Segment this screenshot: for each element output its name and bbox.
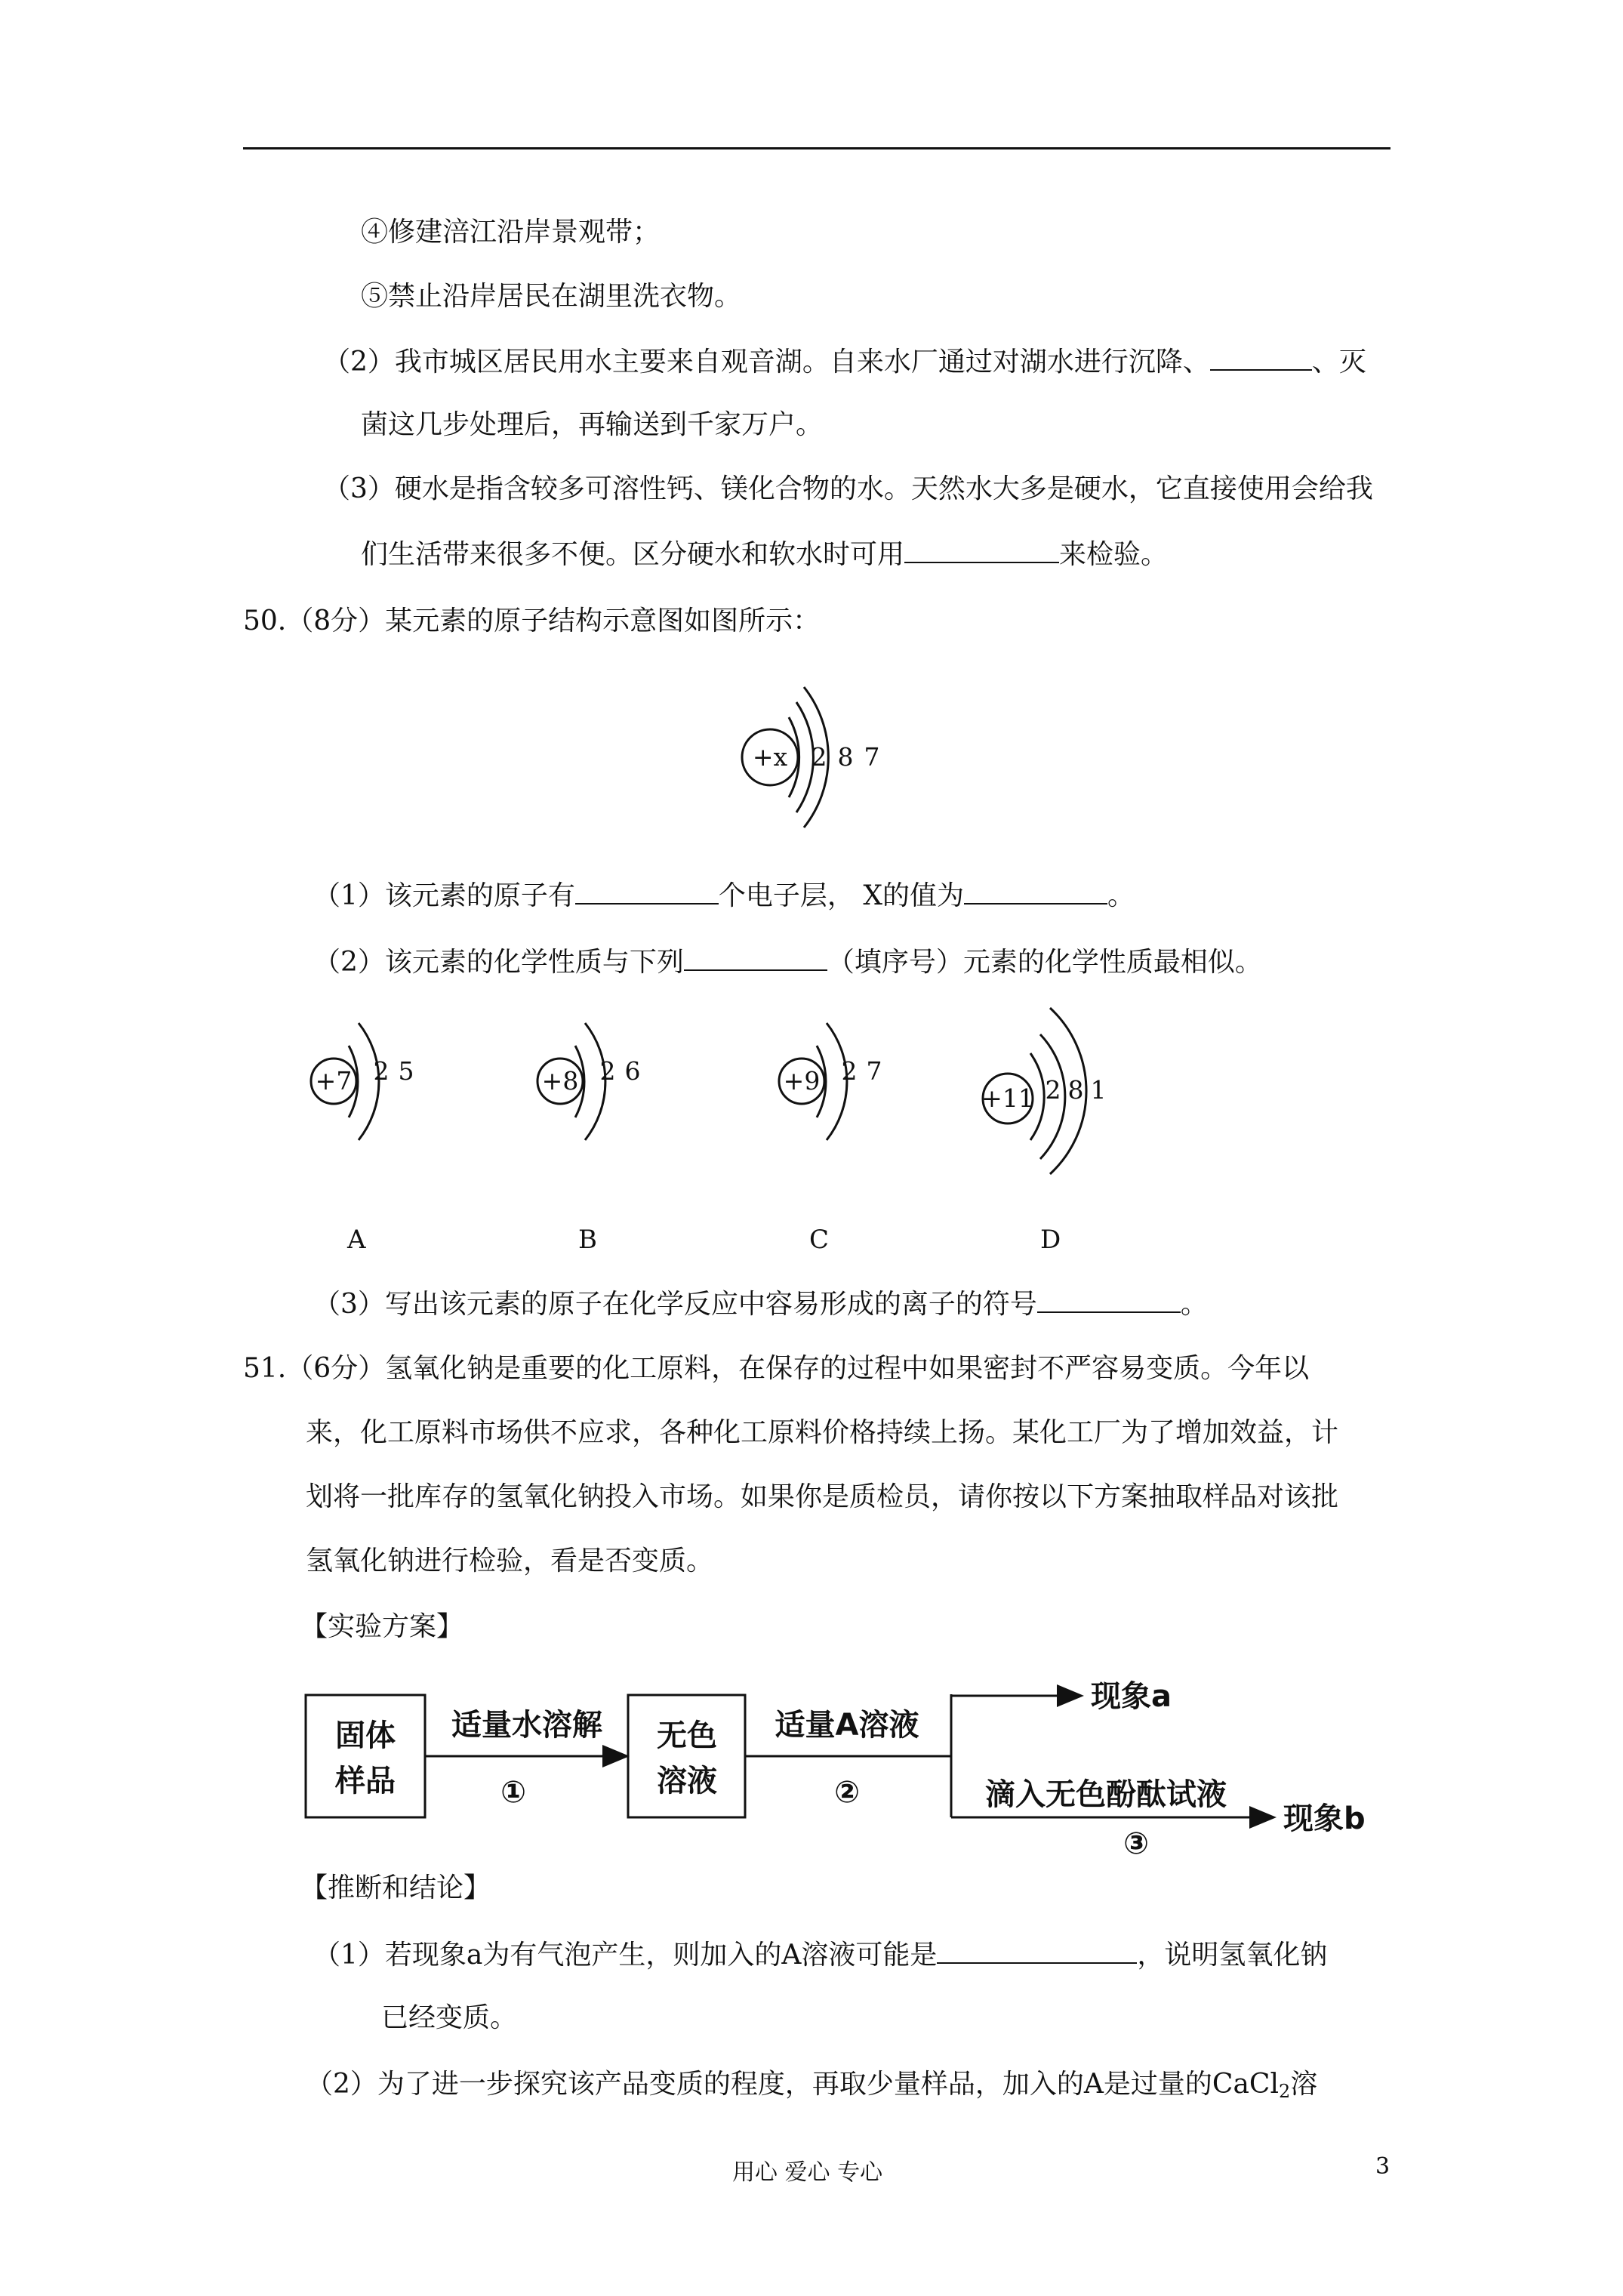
text-line: 划将一批库存的氢氧化钠投入市场。如果你是质检员，请你按以下方案抽取样品对该批 xyxy=(306,1481,1339,1512)
option-label-b: B xyxy=(578,1225,597,1255)
question-50-1 xyxy=(313,877,1135,914)
option-label-d: D xyxy=(1040,1225,1061,1255)
text: 们生活带来很多不便。区分硬水和软水时可用 xyxy=(361,539,905,570)
step-label: 适量A溶液 xyxy=(775,1708,919,1743)
step-label: 滴入无色酚酞试液 xyxy=(985,1777,1227,1812)
shell-electrons: 8 xyxy=(837,742,854,772)
text: （1）若现象a为有气泡产生，则加入的A溶液可能是 xyxy=(313,1940,938,1971)
atom-diagram-c xyxy=(770,1004,921,1155)
question-50-3 xyxy=(313,1286,1208,1322)
text: ，说明氢氧化钠 xyxy=(1137,1940,1328,1971)
colorless-solution-box xyxy=(628,1695,745,1817)
result-b: 现象b xyxy=(1283,1801,1366,1836)
atom-diagram-d xyxy=(974,1000,1140,1166)
header-rule xyxy=(243,147,1390,149)
nucleus-charge: +7 xyxy=(315,1066,353,1096)
shell-electrons: 2 xyxy=(599,1056,616,1086)
text: （2）为了进一步探究该产品变质的程度，再取少量样品，加入的A是过量的CaCl xyxy=(306,2069,1279,2100)
answer-blank[interactable] xyxy=(1210,344,1312,371)
shell-electrons: 8 xyxy=(1067,1075,1084,1105)
option-label-c: C xyxy=(809,1225,830,1255)
question-50-2 xyxy=(313,944,1262,980)
text: 个电子层， X的值为 xyxy=(718,880,964,911)
shell-electrons: 2 xyxy=(1045,1075,1061,1105)
text: （2）我市城区居民用水主要来自观音湖。自来水厂通过对湖水进行沉降、 xyxy=(323,347,1210,378)
shell-electrons: 2 xyxy=(841,1056,858,1086)
shell-electrons: 7 xyxy=(864,742,880,772)
section-heading: 【实验方案】 xyxy=(300,1611,464,1642)
shell-electrons: 2 xyxy=(811,742,827,772)
answer-blank[interactable] xyxy=(937,1937,1137,1964)
box-text: 无色 xyxy=(657,1718,717,1753)
text-line: 已经变质。 xyxy=(381,2002,518,2033)
nucleus-charge: +9 xyxy=(783,1066,821,1096)
experiment-flowchart xyxy=(302,1669,1397,1865)
answer-blank[interactable] xyxy=(684,944,827,971)
option-label-a: A xyxy=(347,1225,366,1255)
shell-electrons: 1 xyxy=(1090,1075,1107,1105)
conclusion-2 xyxy=(306,2067,1317,2109)
result-a: 现象a xyxy=(1091,1679,1172,1714)
atom-diagram-a xyxy=(302,1004,453,1155)
shell-electrons: 6 xyxy=(624,1056,641,1086)
text: （3）写出该元素的原子在化学反应中容易形成的离子的符号 xyxy=(313,1289,1037,1320)
subscript: 2 xyxy=(1278,2081,1291,2102)
atom-diagram-b xyxy=(528,1004,679,1155)
nucleus-charge: +x xyxy=(752,742,788,772)
conclusion-1 xyxy=(313,1937,1327,1973)
text: 、灭 xyxy=(1311,347,1366,378)
text-line: 来，化工原料市场供不应求，各种化工原料价格持续上扬。某化工厂为了增加效益，计 xyxy=(306,1417,1339,1448)
text: 来检验。 xyxy=(1059,539,1169,570)
step-number: ② xyxy=(834,1775,860,1810)
text: （2）该元素的化学性质与下列 xyxy=(313,947,684,978)
step-label: 适量水溶解 xyxy=(451,1708,602,1743)
question-50: 50.（8分）某元素的原子结构示意图如图所示： xyxy=(243,606,821,636)
text: 。 xyxy=(1180,1289,1208,1320)
page-number: 3 xyxy=(1375,2153,1390,2180)
text-line: ④修建涪江沿岸景观带； xyxy=(361,217,661,248)
nucleus-charge: +8 xyxy=(541,1066,579,1096)
question-51: 51.（6分）氢氧化钠是重要的化工原料，在保存的过程中如果密封不严容易变质。今年以 xyxy=(243,1353,1310,1384)
box-text: 溶液 xyxy=(657,1764,717,1798)
shell-electrons: 2 xyxy=(373,1056,390,1086)
nucleus-charge: +11 xyxy=(981,1083,1034,1113)
box-text: 样品 xyxy=(335,1764,396,1798)
text-line xyxy=(361,536,1168,572)
text-line: 菌这几步处理后，再输送到千家万户。 xyxy=(361,409,824,440)
atom-diagram-main xyxy=(732,687,929,861)
shell-electrons: 5 xyxy=(398,1056,414,1086)
text: （填序号）元素的化学性质最相似。 xyxy=(827,947,1262,978)
box-text: 固体 xyxy=(335,1718,396,1753)
text-line: 氢氧化钠进行检验，看是否变质。 xyxy=(306,1546,714,1576)
text-line: （3）硬水是指含较多可溶性钙、镁化合物的水。天然水大多是硬水，它直接使用会给我 xyxy=(323,473,1373,504)
answer-blank[interactable] xyxy=(964,877,1107,905)
step-number: ③ xyxy=(1123,1826,1149,1861)
solid-sample-box xyxy=(306,1695,425,1817)
text-line xyxy=(323,344,1366,380)
step-number: ① xyxy=(500,1775,526,1810)
text-line: ⑤禁止沿岸居民在湖里洗衣物。 xyxy=(361,281,742,312)
text: 。 xyxy=(1107,880,1135,911)
text: （1）该元素的原子有 xyxy=(313,880,575,911)
answer-blank[interactable] xyxy=(904,536,1059,563)
answer-blank[interactable] xyxy=(1037,1286,1181,1313)
footer-motto: 用心 爱心 专心 xyxy=(732,2159,883,2186)
shell-electrons: 7 xyxy=(866,1056,882,1086)
section-heading: 【推断和结论】 xyxy=(300,1872,491,1903)
text: 溶 xyxy=(1290,2069,1318,2100)
answer-blank[interactable] xyxy=(575,877,719,905)
